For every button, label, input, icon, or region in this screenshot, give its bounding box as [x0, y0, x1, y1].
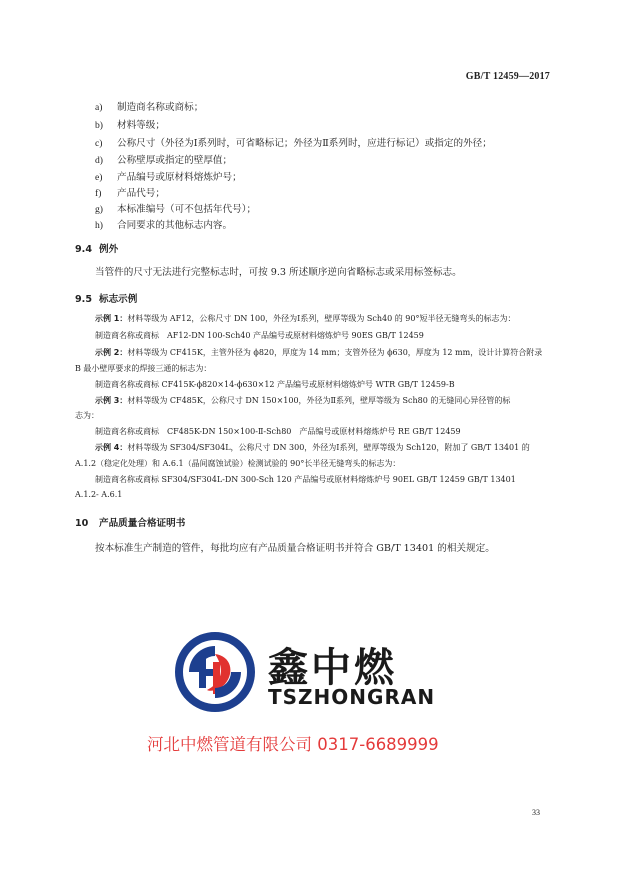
example-line: 示例 4：材料等级为 SF304/SF304L，公称尺寸 DN 300，外径为Ⅰ系列，壁厚等级为 Sch120，附加了 GB/T 13401 的	[95, 443, 530, 452]
logo-brand-english: TSZHONGRAN	[268, 685, 436, 709]
company-logo-icon	[175, 632, 255, 712]
section-heading-9-5: 9.5 标志示例	[75, 294, 138, 305]
example-line: 志为：	[75, 411, 99, 420]
logo-brand-chinese: 鑫中燃	[268, 645, 397, 691]
list-item: d) 公称壁厚或指定的壁厚值；	[95, 155, 233, 166]
example-line: 制造商名称或商标 SF304/SF304L-DN 300-Sch 120 产品编号或原材料熔炼炉号 90EL GB/T 12459 GB/T 13401	[95, 475, 516, 484]
section-9-4-body: 当管件的尺寸无法进行完整标志时，可按 9.3 所述顺序逆向省略标志或采用标签标志。	[95, 267, 462, 278]
section-10-body: 按本标准生产制造的管件，每批均应有产品质量合格证明书并符合 GB/T 13401 的相关规定。	[95, 543, 495, 554]
list-item: b) 材料等级；	[95, 120, 165, 131]
list-item: c) 公称尺寸（外径为Ⅰ系列时，可省略标记；外径为Ⅱ系列时，应进行标记）或指定的外径；	[95, 138, 492, 149]
list-item: e) 产品编号或原材料熔炼炉号；	[95, 172, 242, 183]
example-line: A.1.2- A.6.1	[75, 490, 123, 499]
example-line: 示例 1：材料等级为 AF12，公称尺寸 DN 100，外径为Ⅰ系列，壁厚等级为 Sch40 的 90°短半径无缝弯头的标志为：	[95, 314, 516, 323]
example-line: 示例 2：材料等级为 CF415K，主管外径为 ϕ820，厚度为 14 mm；支管外径为 ϕ630，厚度为 12 mm，设计计算符合附录	[95, 348, 543, 357]
list-item: f) 产品代号；	[95, 188, 165, 199]
list-item: h) 合同要求的其他标志内容。	[95, 220, 233, 231]
section-heading-9-4: 9.4 例外	[75, 244, 119, 255]
company-name-phone: 河北中燃管道有限公司 0317-6689999	[147, 735, 439, 754]
example-line: 制造商名称或商标 AF12-DN 100-Sch40 产品编号或原材料熔炼炉号 90ES GB/T 12459	[95, 331, 424, 340]
example-line: B 最小壁厚要求的焊接三通的标志为：	[75, 364, 212, 373]
section-heading-10: 10 产品质量合格证明书	[75, 518, 186, 529]
example-line: A.1.2（稳定化处理）和 A.6.1（晶间腐蚀试验）检测试验的 90°长半径无缝弯头的标志为：	[75, 459, 401, 468]
standard-number-header: GB/T 12459—2017	[465, 71, 550, 82]
list-item: g) 本标准编号（可不包括年代号）；	[95, 204, 257, 215]
example-line: 制造商名称或商标 CF485K-DN 150×100-Ⅱ-Sch80 产品编号或原材料熔炼炉号 RE GB/T 12459	[95, 427, 461, 436]
page-number: 33	[532, 808, 540, 817]
example-line: 制造商名称或商标 CF415K-ϕ820×14-ϕ630×12 产品编号或原材料熔炼炉号 WTR GB/T 12459-B	[95, 380, 455, 389]
list-item: a) 制造商名称或商标；	[95, 102, 204, 113]
example-line: 示例 3：材料等级为 CF485K，公称尺寸 DN 150×100，外径为Ⅱ系列，壁厚等级为 Sch80 的无缝同心异径管的标	[95, 396, 511, 405]
